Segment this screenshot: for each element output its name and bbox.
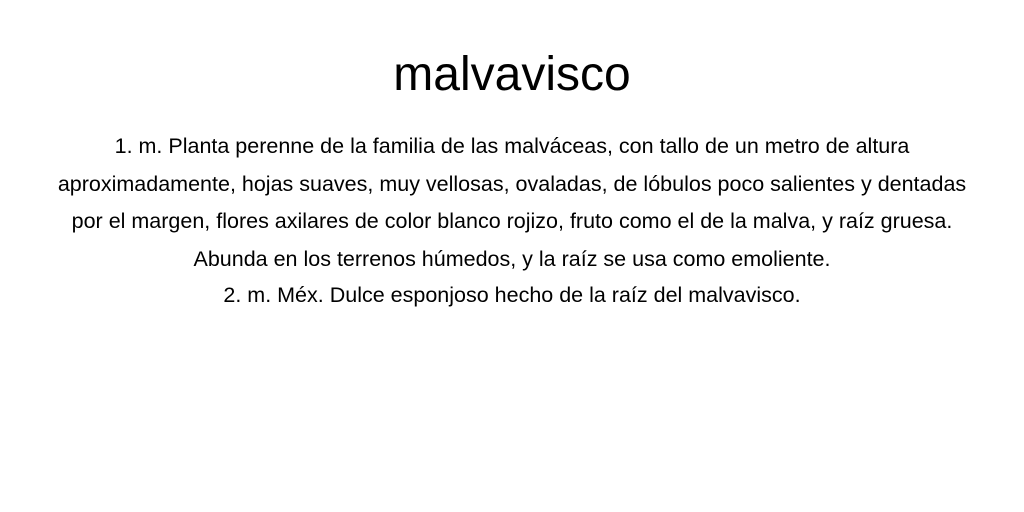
definition-list xyxy=(55,128,969,311)
headword: malvavisco xyxy=(393,48,631,101)
definition-1: 1. m. Planta perenne de la familia de las malváceas, con tallo de un metro de altura aproximadamente, hojas suaves, muy vellosas, ovaladas, de lóbulos poco salientes y dentadas por el margen, flores axilares de color blanco rojizo, fruto como el de la malva, y raíz gruesa. Abunda en los terrenos húmedos, y la raíz se usa como emoliente. xyxy=(57,134,967,272)
definition-2: 2. m. Méx. Dulce esponjoso hecho de la raíz del malvavisco. xyxy=(223,282,801,307)
